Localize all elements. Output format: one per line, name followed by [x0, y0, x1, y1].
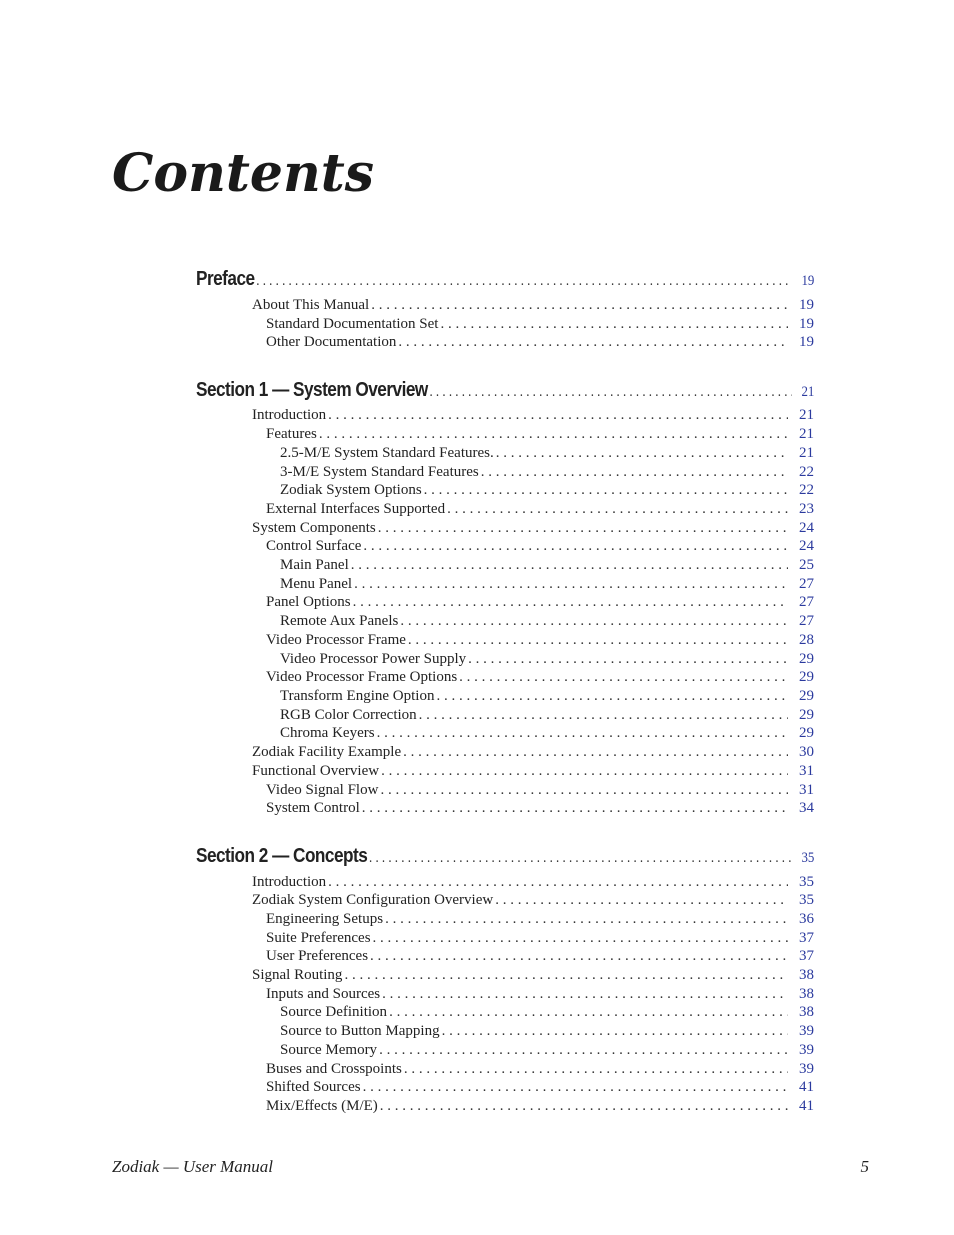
toc-page-number-link[interactable]: 30 — [799, 744, 814, 760]
toc-entry-label: Section 1 — System Overview — [196, 379, 428, 401]
toc-entry-label: Signal Routing — [252, 967, 343, 983]
dot-leader — [398, 334, 788, 351]
toc-entry[interactable] — [252, 744, 814, 761]
toc-page-number-link[interactable]: 22 — [799, 482, 814, 498]
toc-page-number-link[interactable]: 35 — [799, 892, 814, 908]
dot-leader — [496, 445, 788, 462]
toc-entry-label: Zodiak System Configuration Overview — [252, 892, 494, 908]
toc-entry-label: Chroma Keyers — [280, 725, 375, 741]
toc-entry-label: Video Processor Frame — [266, 632, 406, 648]
toc-page-number-link[interactable]: 39 — [799, 1061, 814, 1077]
dot-leader — [380, 782, 788, 799]
dot-leader — [354, 576, 788, 593]
toc-entry-label: 2.5-M/E System Standard Features. — [280, 445, 494, 461]
toc-entry[interactable] — [280, 576, 814, 593]
toc-page-number-link[interactable]: 35 — [799, 874, 814, 890]
toc-entry[interactable] — [252, 297, 814, 314]
toc-page-number-link[interactable]: 21 — [799, 445, 814, 461]
toc-entry-label: 3-M/E System Standard Features — [280, 464, 479, 480]
toc-page-number-link[interactable]: 23 — [799, 501, 814, 517]
toc-page-number-link[interactable]: 19 — [799, 334, 814, 350]
dot-leader — [379, 1042, 788, 1059]
toc-page-number-link[interactable]: 29 — [799, 669, 814, 685]
toc-entry[interactable] — [280, 464, 814, 481]
toc-page-number-link[interactable]: 31 — [799, 782, 814, 798]
dot-leader — [363, 1079, 788, 1096]
toc-page-number-link[interactable]: 38 — [799, 1004, 814, 1020]
page-title: Contents — [112, 143, 375, 204]
dot-leader — [404, 1061, 788, 1078]
toc-entry[interactable] — [266, 316, 814, 333]
footer-page-number: 5 — [860, 1157, 869, 1176]
dot-leader — [328, 874, 788, 891]
toc-page-number-link[interactable]: 28 — [799, 632, 814, 648]
toc-page-number-link[interactable]: 29 — [799, 725, 814, 741]
dot-leader — [351, 557, 788, 574]
toc-entry-label: Panel Options — [266, 594, 351, 610]
toc-entry-label: Mix/Effects (M/E) — [266, 1098, 378, 1114]
toc-entry-label: Main Panel — [280, 557, 349, 573]
dot-leader — [328, 407, 788, 424]
toc-entry-label: Source Definition — [280, 1004, 388, 1020]
toc-entry[interactable] — [280, 1023, 814, 1040]
toc-entry-label: Source Memory — [280, 1042, 378, 1058]
toc-entry-label: Section 2 — Concepts — [196, 845, 368, 867]
toc-entry-label: External Interfaces Supported — [266, 501, 446, 517]
dot-leader — [370, 948, 788, 965]
toc-page-number-link[interactable]: 24 — [799, 520, 814, 536]
toc-entry-label: Video Signal Flow — [266, 782, 379, 798]
dot-leader — [436, 688, 788, 705]
dot-leader — [389, 1004, 788, 1021]
toc-page-number-link[interactable]: 29 — [799, 688, 814, 704]
dot-leader — [362, 800, 788, 817]
dot-leader — [419, 707, 788, 724]
toc-entry[interactable] — [266, 1079, 814, 1096]
toc-page-number-link[interactable]: 38 — [799, 986, 814, 1002]
dot-leader — [371, 297, 788, 314]
toc-entry-label: Preface — [196, 268, 255, 290]
dot-leader — [424, 482, 788, 499]
toc-entry[interactable] — [252, 892, 814, 909]
toc-section-heading[interactable] — [196, 845, 814, 868]
toc-entry-label: Features — [266, 426, 317, 442]
dot-leader — [481, 464, 788, 481]
toc-entry-label: Shifted Sources — [266, 1079, 361, 1095]
toc-entry[interactable] — [266, 911, 814, 928]
toc-page-number-link[interactable]: 21 — [799, 426, 814, 442]
toc-page-number-link[interactable]: 21 — [801, 384, 815, 400]
footer-manual-title: Zodiak — User Manual — [112, 1157, 274, 1176]
toc-entry[interactable] — [266, 669, 814, 686]
toc-entry[interactable] — [266, 632, 814, 649]
dot-leader — [468, 651, 788, 668]
dot-leader — [403, 744, 788, 761]
toc-entry[interactable] — [280, 482, 814, 499]
toc-page-number-link[interactable]: 19 — [799, 316, 814, 332]
toc-entry-label: RGB Color Correction — [280, 707, 417, 723]
toc-entry[interactable] — [280, 1004, 814, 1021]
dot-leader — [373, 930, 788, 947]
toc-entry[interactable] — [280, 445, 814, 462]
toc-entry[interactable] — [252, 763, 814, 780]
toc-entry[interactable] — [266, 1098, 814, 1115]
toc-page-number-link[interactable]: 21 — [799, 407, 814, 423]
toc-page-number-link[interactable]: 34 — [799, 800, 814, 816]
toc-entry[interactable] — [266, 334, 814, 351]
toc-entry[interactable] — [252, 520, 814, 537]
toc-page-number-link[interactable]: 27 — [799, 613, 814, 629]
toc-entry[interactable] — [280, 1042, 814, 1059]
toc-page-number-link[interactable]: 29 — [799, 707, 814, 723]
toc-entry-label: User Preferences — [266, 948, 369, 964]
toc-entry[interactable] — [252, 874, 814, 891]
toc-page-number-link[interactable]: 39 — [799, 1023, 814, 1039]
dot-leader — [459, 669, 788, 686]
toc-entry[interactable] — [266, 426, 814, 443]
toc-page-number-link[interactable]: 19 — [801, 273, 815, 289]
toc-entry-label: Introduction — [252, 874, 327, 890]
dot-leader — [378, 520, 788, 537]
toc-entry[interactable] — [280, 613, 814, 630]
dot-leader — [381, 763, 788, 780]
dot-leader — [440, 316, 788, 333]
toc-page-number-link[interactable]: 37 — [799, 930, 814, 946]
toc-entry[interactable] — [280, 557, 814, 574]
toc-entry-label: Video Processor Frame Options — [266, 669, 458, 685]
dot-leader — [353, 594, 788, 611]
dot-leader — [256, 273, 792, 290]
toc-entry-label: Zodiak System Options — [280, 482, 422, 498]
toc-page-number-link[interactable]: 22 — [799, 464, 814, 480]
dot-leader — [408, 632, 788, 649]
toc-page-number-link[interactable]: 19 — [799, 297, 814, 313]
dot-leader — [369, 850, 792, 867]
toc-entry[interactable] — [266, 594, 814, 611]
toc-entry[interactable] — [266, 948, 814, 965]
toc-entry-label: Buses and Crosspoints — [266, 1061, 402, 1077]
toc-page-number-link[interactable]: 41 — [799, 1079, 814, 1095]
toc-page-number-link[interactable]: 37 — [799, 948, 814, 964]
toc-page-number-link[interactable]: 31 — [799, 763, 814, 779]
toc-entry-label: Other Documentation — [266, 334, 397, 350]
toc-entry-label: Zodiak Facility Example — [252, 744, 402, 760]
toc-entry[interactable] — [266, 782, 814, 799]
toc-entry[interactable] — [266, 800, 814, 817]
toc-page-number-link[interactable]: 27 — [799, 594, 814, 610]
toc-entry-label: Remote Aux Panels — [280, 613, 399, 629]
toc-entry-label: Standard Documentation Set — [266, 316, 439, 332]
toc-section-heading[interactable] — [196, 268, 814, 291]
toc-entry[interactable] — [266, 930, 814, 947]
toc-section-heading[interactable] — [196, 379, 814, 402]
toc-entry-label: System Components — [252, 520, 376, 536]
toc-entry[interactable] — [252, 967, 814, 984]
dot-leader — [319, 426, 788, 443]
dot-leader — [400, 613, 788, 630]
toc-entry-label: Suite Preferences — [266, 930, 371, 946]
toc-entry-label: Engineering Setups — [266, 911, 384, 927]
dot-leader — [377, 725, 788, 742]
toc-page-number-link[interactable]: 25 — [799, 557, 814, 573]
toc-entry-label: Inputs and Sources — [266, 986, 381, 1002]
toc-entry[interactable] — [280, 651, 814, 668]
toc-page-number-link[interactable]: 41 — [799, 1098, 814, 1114]
dot-leader — [382, 986, 788, 1003]
toc-entry-label: Functional Overview — [252, 763, 380, 779]
toc-page-number-link[interactable]: 38 — [799, 967, 814, 983]
dot-leader — [380, 1098, 788, 1115]
toc-entry-label: About This Manual — [252, 297, 370, 313]
dot-leader — [447, 501, 788, 518]
toc-entry[interactable] — [252, 407, 814, 424]
dot-leader — [363, 538, 788, 555]
toc-entry[interactable] — [266, 986, 814, 1003]
toc-page-number-link[interactable]: 36 — [799, 911, 814, 927]
toc-entry-label: System Control — [266, 800, 360, 816]
dot-leader — [495, 892, 788, 909]
toc-page-number-link[interactable]: 24 — [799, 538, 814, 554]
toc-page-number-link[interactable]: 35 — [801, 850, 815, 866]
toc-entry[interactable] — [266, 1061, 814, 1078]
toc-entry-label: Video Processor Power Supply — [280, 651, 467, 667]
toc-entry[interactable] — [280, 688, 814, 705]
dot-leader — [344, 967, 788, 984]
toc-entry-label: Source to Button Mapping — [280, 1023, 440, 1039]
toc-entry-label: Menu Panel — [280, 576, 353, 592]
dot-leader — [429, 384, 792, 401]
toc-entry[interactable] — [280, 707, 814, 724]
toc-entry-label: Transform Engine Option — [280, 688, 435, 704]
toc-entry[interactable] — [266, 538, 814, 555]
toc-entry-label: Introduction — [252, 407, 327, 423]
toc-entry[interactable] — [280, 725, 814, 742]
dot-leader — [442, 1023, 788, 1040]
toc-page-number-link[interactable]: 27 — [799, 576, 814, 592]
toc-page-number-link[interactable]: 29 — [799, 651, 814, 667]
toc-entry-label: Control Surface — [266, 538, 362, 554]
dot-leader — [385, 911, 788, 928]
toc-entry[interactable] — [266, 501, 814, 518]
toc-page-number-link[interactable]: 39 — [799, 1042, 814, 1058]
